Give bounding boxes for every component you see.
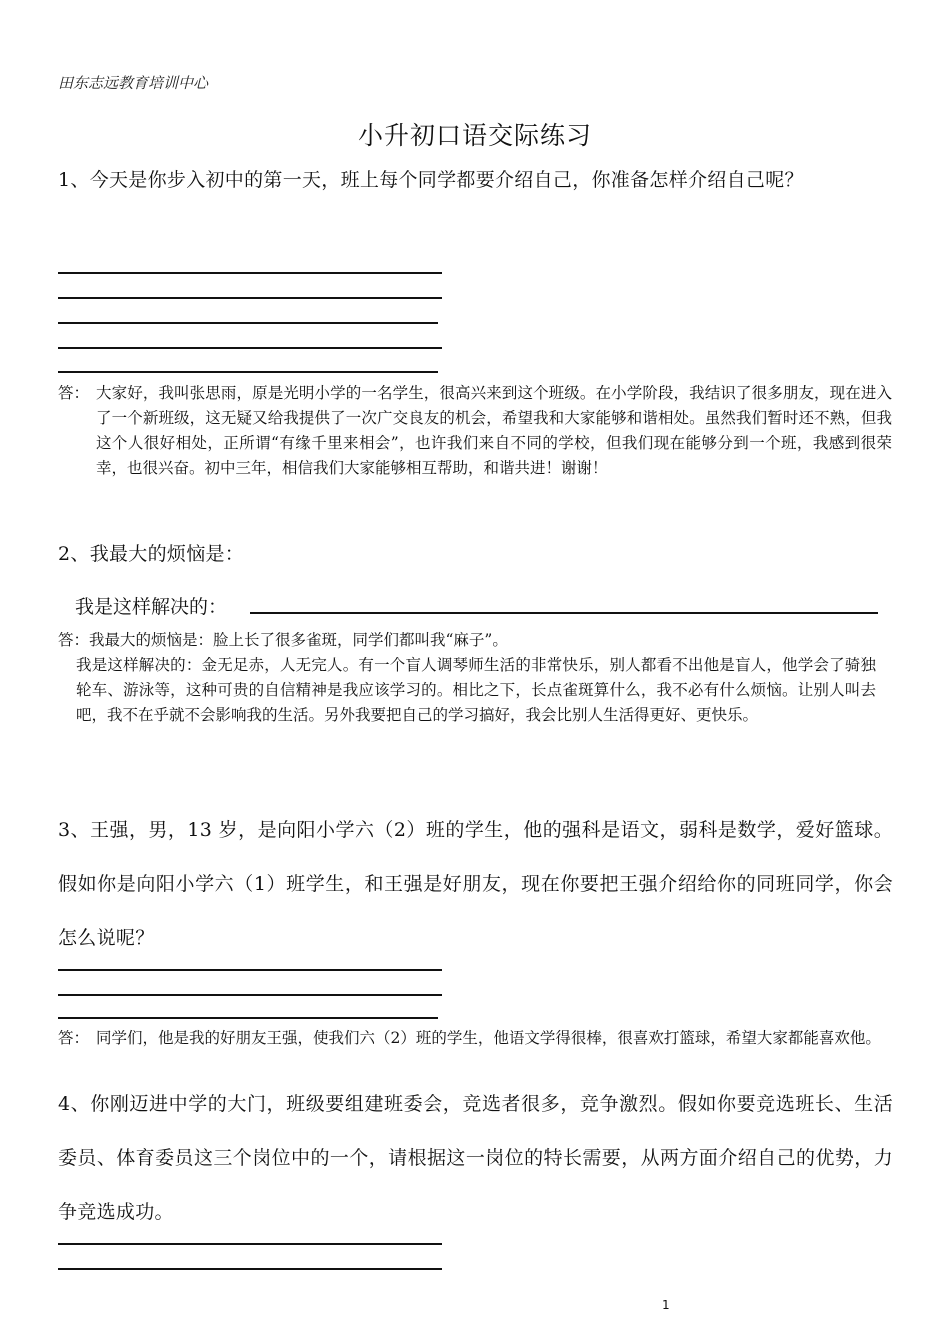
school-header: 田东志远教育培训中心 <box>58 74 209 92</box>
page-number: 1 <box>662 1298 670 1312</box>
answer-line <box>58 1243 442 1245</box>
answer-2 <box>58 628 893 724</box>
answer-2-line1: 答：我最大的烦恼是：脸上长了很多雀斑，同学们都叫我“麻子”。 <box>58 631 508 649</box>
question-4: 4、你刚迈进中学的大门，班级要组建班委会，竞选者很多，竞争激烈。假如你要竞选班长、生活委员、体育委员这三个岗位中的一个，请根据这一岗位的特长需要，从两方面介绍自己的优势，力争竞选成功。 <box>58 1093 893 1223</box>
page-title: 小升初口语交际练习 <box>357 121 592 150</box>
answer-line <box>58 322 438 324</box>
fill-line <box>250 612 878 614</box>
answer-1-text: 大家好，我叫张思雨，原是光明小学的一名学生，很高兴来到这个班级。在小学阶段，我结识了很多朋友，现在进入了一个新班级，这无疑又给我提供了一次广交良友的机会，希望我和大家能够和谐相处。虽然我们暂时还不熟，但我这个人很好相处，正所谓“有缘千里来相会”，也许我们来自不同的学校，但我们现在能够分到一个班，我感到很荣幸，也很兴奋。初中三年，相信我们大家能够相互帮助，和谐共进！谢谢！ <box>96 384 892 477</box>
question-1: 1、今天是你步入初中的第一天，班上每个同学都要介绍自己，你准备怎样介绍自己呢？ <box>58 169 804 191</box>
answer-line <box>58 969 442 971</box>
question-2: 2、我最大的烦恼是： <box>58 543 245 565</box>
question-2-fill-label: 我是这样解决的： <box>75 596 228 618</box>
answer-line <box>58 994 442 996</box>
answer-1-lead: 答： <box>58 384 90 402</box>
answer-3 <box>58 1026 892 1078</box>
answer-line <box>58 272 442 274</box>
answer-2-text: 我是这样解决的：金无足赤，人无完人。有一个盲人调琴师生活的非常快乐，别人都看不出他是盲人，他学会了骑独轮车、游泳等，这种可贵的自信精神是我应该学习的。相比之下，长点雀斑算什么，我不必有什么烦恼。让别人叫去吧，我不在乎就不会影响我的生活。另外我要把自己的学习搞好，我会比别人生活得更好、更快乐。 <box>76 656 876 724</box>
answer-line <box>58 347 442 349</box>
answer-3-text: 同学们，他是我的好朋友王强，使我们六（2）班的学生，他语文学得很棒，很喜欢打篮球，希望大家都能喜欢他。 <box>96 1029 881 1047</box>
answer-1 <box>58 381 892 511</box>
question-3: 3、王强，男，13 岁，是向阳小学六（2）班的学生，他的强科是语文，弱科是数学，爱好篮球。假如你是向阳小学六（1）班学生，和王强是好朋友，现在你要把王强介绍给你的同班同学，你会怎么说呢？ <box>58 819 893 949</box>
answer-line <box>58 371 438 373</box>
answer-line <box>58 1017 438 1019</box>
answer-line <box>58 1268 442 1270</box>
answer-3-lead: 答： <box>58 1029 90 1047</box>
answer-line <box>58 297 442 299</box>
